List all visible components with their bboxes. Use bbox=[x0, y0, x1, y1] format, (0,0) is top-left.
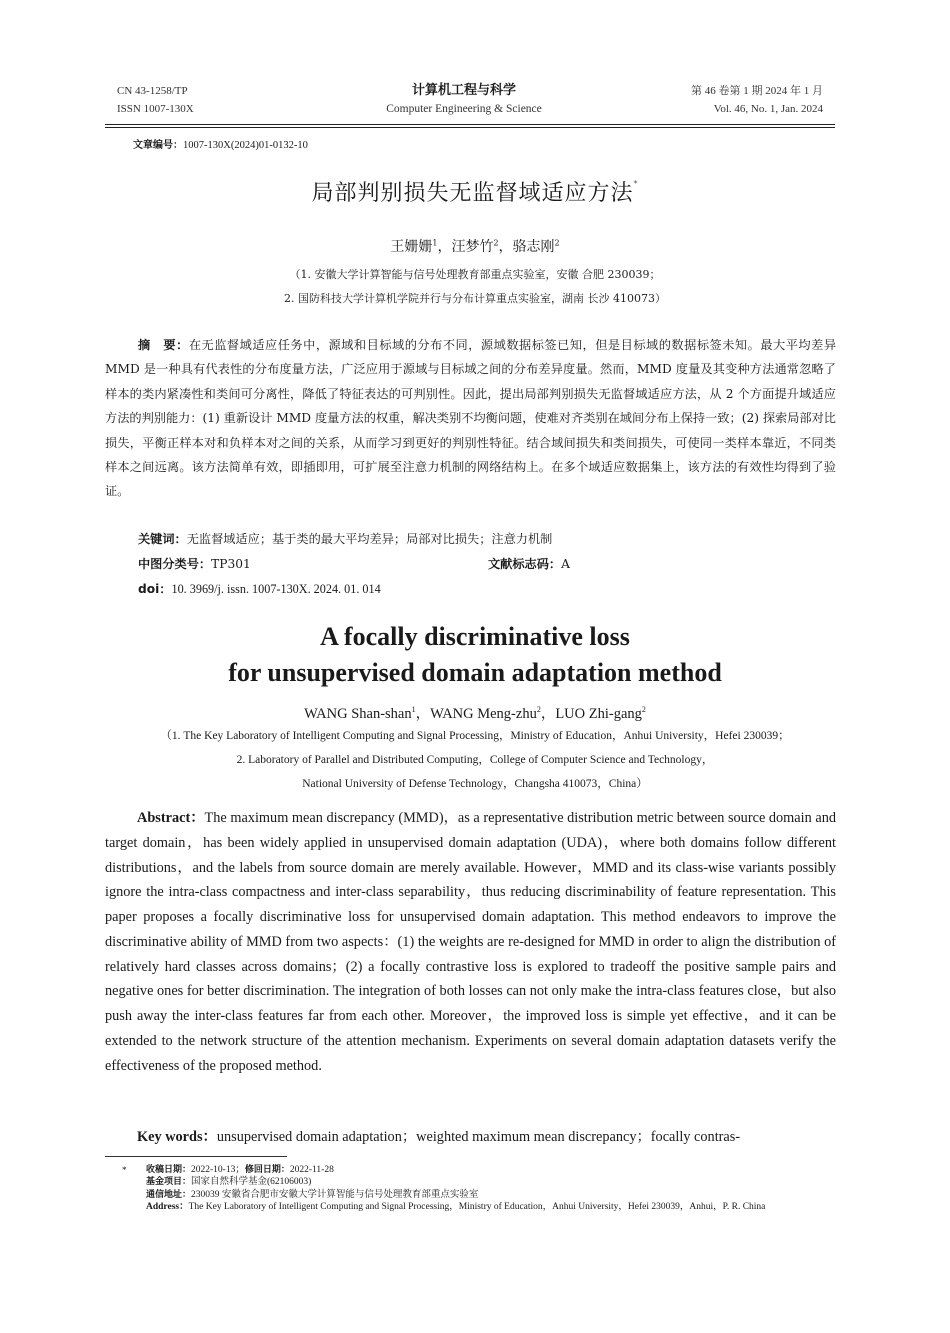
clc-label: 中图分类号： bbox=[138, 557, 212, 571]
doc-code-value: A bbox=[561, 557, 570, 571]
doi-value: 10. 3969/j. issn. 1007-130X. 2024. 01. 014 bbox=[171, 582, 381, 596]
en-author: WANG Meng-zhu bbox=[430, 706, 537, 722]
article-number-value: 1007-130X(2024)01-0132-10 bbox=[183, 140, 308, 151]
cn-abstract-text: 在无监督域适应任务中，源域和目标域的分布不同，源域数据标签已知，但是目标域的数据标签未知。最大平均差异 MMD 是一种具有代表性的分布度量方法，广泛应用于源域与目标域之间的分布差异度量。然而，MMD 度量及其变种方法通常忽略了样本的类内紧凑性和类间可分离性，降低了特征表达的可判别性。因此，提出局部判别损失无监督域适应方法，从 2 个方面提升域适应方法的判别能力：(1) 重新设计 MMD 度量方法的权重，解决类别不均衡问题，使难对齐类别在域间分布上保持一致；(2) 探索局部对比损失，平衡正样本对和负样本对之间的关系，从而学习到更好的判别性特征。结合域间损失和类间损失，可使同一类样本靠近，不同类样本之间远离。该方法简单有效，即插即用，可扩展至注意力机制的网络结构上。在多个域适应数据集上，该方法的有效性均得到了验证。 bbox=[105, 338, 837, 499]
cn-author-sup: 2 bbox=[554, 238, 560, 248]
footnote-address bbox=[146, 1189, 838, 1201]
en-author-sup: 1 bbox=[411, 705, 416, 715]
cn-title-text: 局部判别损失无监督域适应方法 bbox=[311, 181, 634, 206]
journal-name-en: Computer Engineering & Science bbox=[386, 103, 542, 115]
revised-label: 修回日期： bbox=[244, 1165, 290, 1175]
journal-name-cn: 计算机工程与科学 bbox=[411, 83, 516, 98]
cn-title bbox=[0, 176, 950, 207]
classification-row bbox=[138, 555, 838, 572]
article-number-label: 文章编号： bbox=[133, 140, 183, 151]
cn-author: 汪梦竹 bbox=[451, 239, 494, 255]
footnote-mark: * bbox=[122, 1165, 127, 1175]
en-author-sup: 2 bbox=[536, 705, 541, 715]
en-title-line-2: for unsupervised domain adaptation method bbox=[228, 658, 722, 687]
cn-author: 王姗姗 bbox=[390, 239, 433, 255]
article-number bbox=[133, 136, 308, 151]
footnote-dates bbox=[146, 1164, 838, 1176]
issue-info bbox=[691, 82, 823, 118]
received-label: 收稿日期： bbox=[146, 1165, 192, 1175]
cn-affiliation-2: 2. 国防科技大学计算机学院并行与分布计算重点实验室，湖南 长沙 410073） bbox=[284, 292, 666, 305]
en-author: WANG Shan-shan bbox=[304, 706, 412, 722]
clc-value: TP301 bbox=[211, 557, 251, 571]
doi bbox=[138, 580, 381, 597]
cn-keywords bbox=[138, 530, 552, 547]
cn-title-footnote-mark: * bbox=[633, 179, 639, 188]
en-title-line-1: A focally discriminative loss bbox=[320, 622, 630, 651]
header-rule-top bbox=[105, 124, 835, 125]
fund-text: 国家自然科学基金(62106003) bbox=[191, 1177, 312, 1188]
en-keywords bbox=[105, 1126, 836, 1146]
doc-code-label: 文献标志码： bbox=[488, 557, 562, 571]
cn-keywords-label: 关键词： bbox=[138, 532, 187, 546]
revised-date: 2022-11-28 bbox=[289, 1165, 334, 1175]
header-rule-bottom bbox=[105, 127, 835, 128]
en-affiliation-3: National University of Defense Technology，Changsha 410073，China） bbox=[302, 778, 648, 790]
cn-author-sup: 2 bbox=[493, 238, 499, 248]
cn-author-sep: ， bbox=[498, 239, 513, 255]
cn-authors bbox=[0, 236, 950, 256]
issue-cn: 第 46 卷第 1 期 2024 年 1 月 bbox=[691, 85, 823, 97]
cn-affiliation-1: （1. 安徽大学计算智能与信号处理教育部重点实验室，安徽 合肥 230039； bbox=[289, 268, 661, 281]
address-en-text: The Key Laboratory of Intelligent Computing and Signal Processing，Ministry of Education，Anhui University，Hefei 230039，Anhui，P. R. China bbox=[188, 1202, 766, 1213]
footnote-rule bbox=[105, 1156, 287, 1157]
en-affiliation-2: 2. Laboratory of Parallel and Distributed Computing，College of Computer Science and Technology， bbox=[236, 754, 714, 766]
cn-abstract-label: 摘 要： bbox=[138, 338, 189, 352]
en-abstract-text: The maximum mean discrepancy (MMD)，as a representative distribution metric between source domain and target domain，has been widely applied in unsupervised domain adaptation (UDA)，where both domains follow different distributions，and the labels from source domain are merely available. However，MMD and its class-wise variants possibly ignore the intra-class compactness and inter-class separability，thus reducing discriminability of feature representation. This paper proposes a focally discriminative loss for unsupervised domain adaptation. This method endeavors to improve the discriminative ability of MMD from two aspects：(1) the weights are re-designed for MMD in order to align the distribution of relatively hard classes across domains；(2) a focally contrastive loss is explored to tradeoff the positive sample pairs and negative ones for better discrimination. The integration of both losses can not only make the intra-class features close，but also push away the inter-class features far from each other. Moreover，the improved loss is simple yet effective，and it can be extended to the network structure of the attention mechanism. Experiments on several domain adaptation datasets verify the effectiveness of the proposed method. bbox=[105, 810, 836, 1074]
en-authors bbox=[0, 702, 950, 723]
cn-author-sup: 1 bbox=[432, 238, 438, 248]
en-keywords-text: unsupervised domain adaptation；weighted maximum mean discrepancy；focally contras- bbox=[216, 1129, 741, 1145]
doc-code bbox=[488, 555, 570, 572]
cn-author-sep: ， bbox=[437, 239, 452, 255]
cn-abstract bbox=[105, 333, 836, 504]
address-label: 通信地址： bbox=[146, 1189, 192, 1200]
en-author: LUO Zhi-gang bbox=[555, 706, 642, 722]
en-abstract-label: Abstract： bbox=[137, 810, 205, 826]
address-en-label: Address： bbox=[146, 1202, 189, 1213]
cn-author: 骆志刚 bbox=[512, 239, 555, 255]
fund-label: 基金项目： bbox=[146, 1177, 192, 1188]
cn-keywords-text: 无监督域适应；基于类的最大平均差异；局部对比损失；注意力机制 bbox=[186, 532, 553, 546]
doi-label: doi： bbox=[138, 582, 172, 596]
footnote-address-en bbox=[146, 1201, 838, 1213]
en-affiliation-1: （1. The Key Laboratory of Intelligent Computing and Signal Processing，Ministry of Education，Anhui University，Hefei 230039； bbox=[160, 730, 790, 742]
issue-en: Vol. 46, No. 1, Jan. 2024 bbox=[713, 103, 823, 115]
cn-code: CN 43-1258/TP bbox=[117, 85, 188, 97]
en-author-sep: ， bbox=[415, 706, 431, 722]
address-text: 230039 安徽省合肥市安徽大学计算智能与信号处理教育部重点实验室 bbox=[191, 1189, 479, 1200]
footnote-fund bbox=[146, 1176, 838, 1188]
issn: ISSN 1007-130X bbox=[117, 103, 194, 115]
en-author-sup: 2 bbox=[641, 705, 646, 715]
en-keywords-label: Key words： bbox=[137, 1129, 217, 1145]
running-header bbox=[105, 82, 823, 124]
en-author-sep: ， bbox=[540, 706, 556, 722]
footnote bbox=[122, 1164, 838, 1214]
en-abstract bbox=[105, 806, 836, 1078]
received-date: 2022-10-13； bbox=[191, 1165, 245, 1175]
